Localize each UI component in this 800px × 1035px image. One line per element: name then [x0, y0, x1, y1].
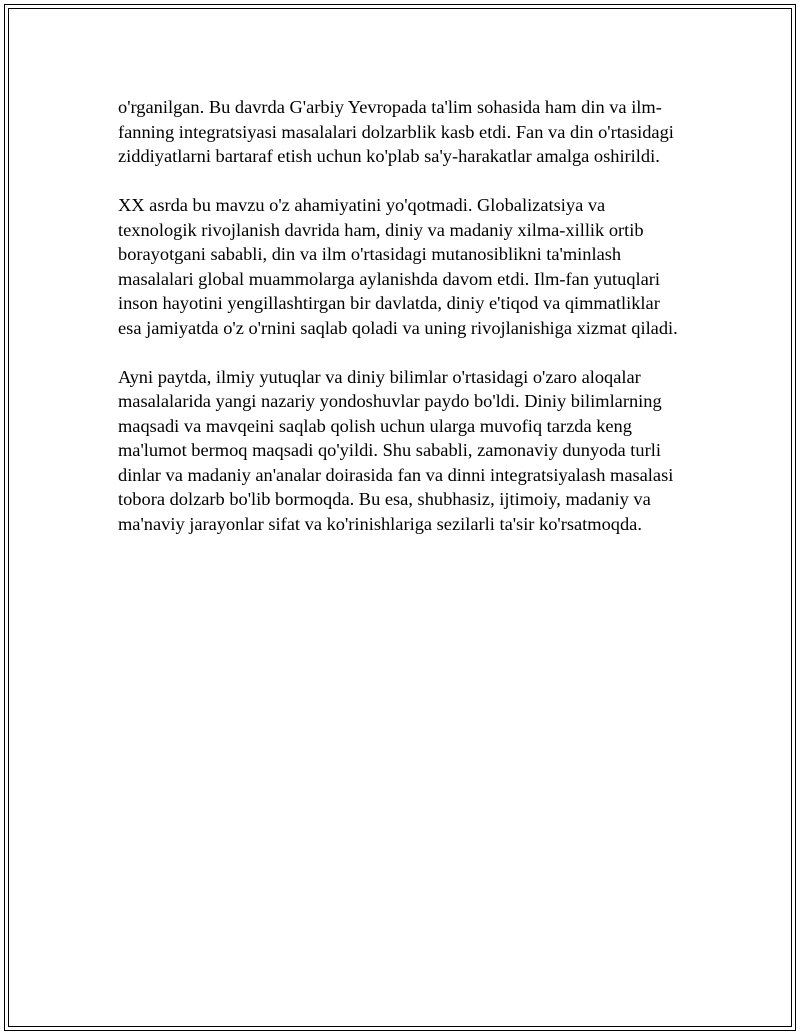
paragraph-line: borayotgani sababli, din va ilm o'rtasidagi mutanosiblikni ta'minlash [118, 244, 622, 264]
paragraph-line: Ayni paytda, ilmiy yutuqlar va diniy bilimlar o'rtasidagi o'zaro aloqalar [118, 366, 641, 387]
paragraph-line: o'rganilgan. Bu davrda G'arbiy Yevropada ta'lim sohasida ham din va ilm- [118, 97, 662, 117]
paragraph-line: maqsadi va mavqeini saqlab qolish uchun ularga muvofiq tarzda keng [118, 415, 632, 436]
paragraph-line: texnologik rivojlanish davrida ham, diniy va madaniy xilma-xillik ortib [118, 219, 644, 240]
paragraph-line: masalalarida yangi nazariy yondoshuvlar paydo bo'ldi. Diniy bilimlarning [118, 391, 662, 411]
paragraph-3 [118, 365, 693, 537]
document-body [118, 95, 693, 561]
paragraph-line: tobora dolzarb bo'lib bormoqda. Bu esa, shubhasiz, ijtimoiy, madaniy va [118, 489, 651, 509]
paragraph-line: masalalari global muammolarga aylanishda davom etdi. Ilm-fan yutuqlari [118, 268, 661, 289]
paragraph-line: esa jamiyatda o'z o'rnini saqlab qoladi va uning rivojlanishiga xizmat qiladi. [118, 317, 678, 338]
paragraph-line: dinlar va madaniy an'analar doirasida fan va dinni integratsiyalash masalasi [118, 464, 674, 485]
paragraph-line: ma'lumot bermoq maqsadi qo'yildi. Shu sababli, zamonaviy dunyoda turli [118, 440, 661, 460]
paragraph-line: ma'naviy jarayonlar sifat va ko'rinishlariga sezilarli ta'sir ko'rsatmoqda. [118, 513, 642, 534]
paragraph-1 [118, 95, 693, 169]
paragraph-line: XX asrda bu mavzu o'z ahamiyatini yo'qotmadi. Globalizatsiya va [118, 195, 606, 215]
paragraph-2 [118, 193, 693, 340]
paragraph-line: ziddiyatlarni bartaraf etish uchun ko'plab sa'y-harakatlar amalga oshirildi. [118, 146, 660, 166]
paragraph-line: inson hayotini yengillashtirgan bir davlatda, diniy e'tiqod va qimmatliklar [118, 293, 660, 313]
paragraph-line: fanning integratsiyasi masalalari dolzarblik kasb etdi. Fan va din o'rtasidagi [118, 121, 674, 142]
